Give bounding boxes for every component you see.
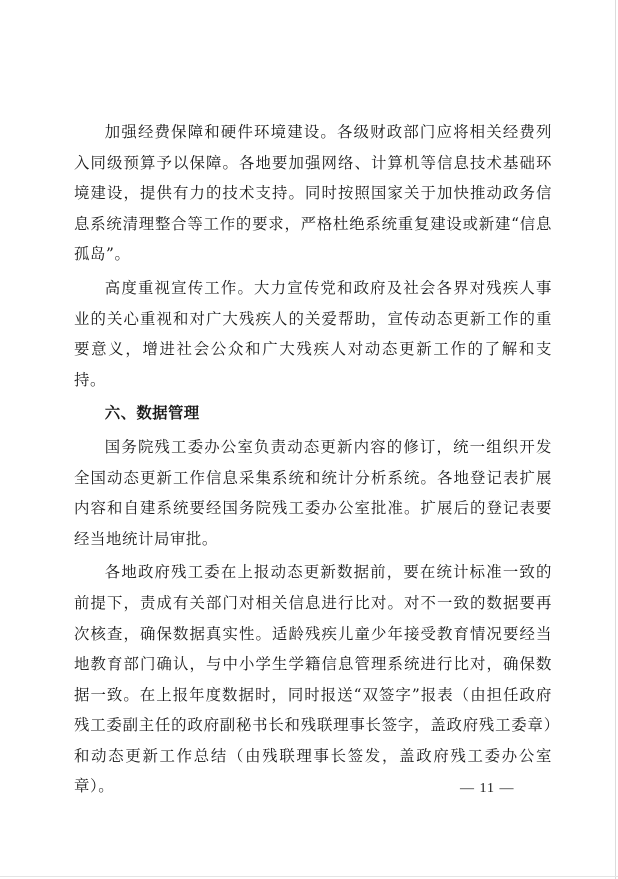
paragraph-revision: 国务院残工委办公室负责动态更新内容的修订，统一组织开发全国动态更新工作信息采集系统和统计分析系统。各地登记表扩展内容和自建系统要经国务院残工委办公室批准。扩展后的登记表要经当地统计局审批。 <box>74 437 552 548</box>
paragraph-publicity: 高度重视宣传工作。大力宣传党和政府及社会各界对残疾人事业的关心重视和对广大残疾人的关爱帮助，宣传动态更新工作的重要意义，增进社会公众和广大残疾人对动态更新工作的了解和支持。 <box>74 278 552 389</box>
page-edge-bottom <box>0 876 618 877</box>
section-heading-data-management: 六、数据管理 <box>104 404 200 423</box>
document-body <box>74 117 552 805</box>
paragraph-reporting: 各地政府残工委在上报动态更新数据前，要在统计标准一致的前提下，责成有关部门对相关信息进行比对。对不一致的数据要再次核查，确保数据真实性。适龄残疾儿童少年接受教育情况要经当地教育部门确认，与中小学生学籍信息管理系统进行比对，确保数据一致。在上报年度数据时，同时报送“双签字”报表（由担任政府残工委副主任的政府副秘书长和残联理事长签字，盖政府残工委章）和动态更新工作总结（由残联理事长签发，盖政府残工委办公室章）。 <box>74 563 552 796</box>
page-edge-right <box>615 0 616 879</box>
page-number: — 11 — <box>460 781 515 796</box>
paragraph-funding: 加强经费保障和硬件环境建设。各级财政部门应将相关经费列入同级预算予以保障。各地要加强网络、计算机等信息技术基础环境建设，提供有力的技术支持。同时按照国家关于加快推动政务信息系统清理整合等工作的要求，严格杜绝系统重复建设或新建“信息孤岛”。 <box>74 123 552 264</box>
